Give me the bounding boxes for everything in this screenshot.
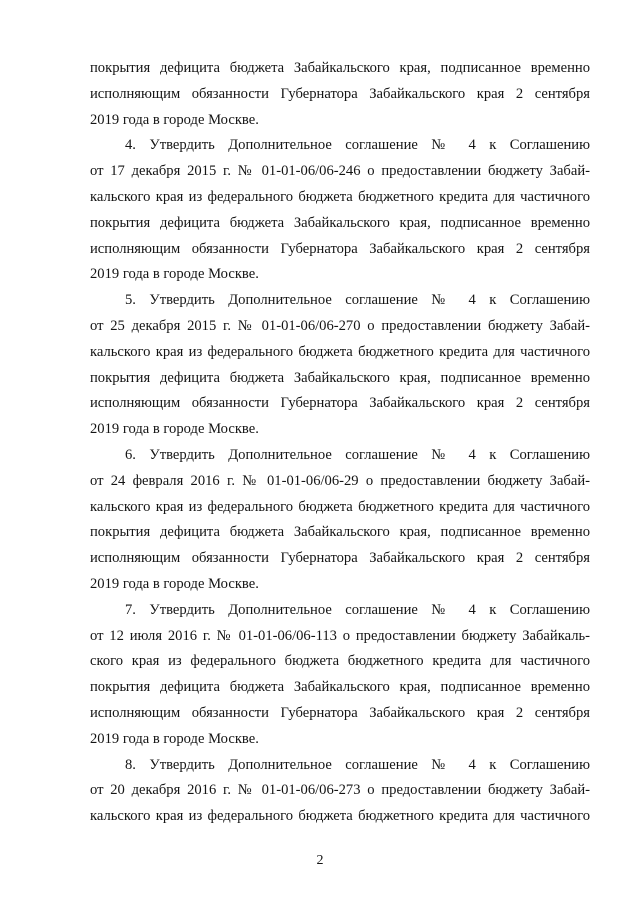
text-line: покрытия дефицита бюджета Забайкальского края, подписанное временно: [90, 524, 590, 541]
paragraph-4-heading: 4. Утвердить Дополнительное соглашение № 4 к Соглашению: [125, 137, 590, 154]
paragraph-7-heading: 7. Утвердить Дополнительное соглашение № 4 к Соглашению: [125, 601, 590, 618]
text-line: покрытия дефицита бюджета Забайкальского края, подписанное временно: [90, 369, 590, 386]
text-line: от 24 февраля 2016 г. № 01-01-06/06-29 о предоставлении бюджету Забай-: [90, 472, 590, 489]
text-line: 2019 года в городе Москве.: [90, 421, 259, 438]
paragraph-8-heading: 8. Утвердить Дополнительное соглашение № 4 к Соглашению: [125, 756, 590, 773]
text-line: 2019 года в городе Москве.: [90, 266, 259, 283]
paragraph-6-heading: 6. Утвердить Дополнительное соглашение № 4 к Соглашению: [125, 446, 590, 463]
text-line: кальского края из федерального бюджета бюджетного кредита для частичного: [90, 498, 590, 515]
text-line: исполняющим обязанности Губернатора Забайкальского края 2 сентября: [90, 704, 590, 721]
text-line: 2019 года в городе Москве.: [90, 575, 259, 592]
text-line: от 17 декабря 2015 г. № 01-01-06/06-246 о предоставлении бюджету Забай-: [90, 163, 590, 180]
text-line: ского края из федерального бюджета бюджетного кредита для частичного: [90, 653, 590, 670]
text-line: 2019 года в городе Москве.: [90, 111, 259, 128]
text-line: покрытия дефицита бюджета Забайкальского края, подписанное временно: [90, 60, 590, 76]
text-line: покрытия дефицита бюджета Забайкальского края, подписанное временно: [90, 214, 590, 231]
text-line: кальского края из федерального бюджета бюджетного кредита для частичного: [90, 808, 590, 825]
text-line: исполняющим обязанности Губернатора Забайкальского края 2 сентября: [90, 395, 590, 412]
text-line: покрытия дефицита бюджета Забайкальского края, подписанное временно: [90, 679, 590, 696]
text-line: кальского края из федерального бюджета бюджетного кредита для частичного: [90, 343, 590, 360]
text-line: от 25 декабря 2015 г. № 01-01-06/06-270 о предоставлении бюджету Забай-: [90, 317, 590, 334]
text-line: кальского края из федерального бюджета бюджетного кредита для частичного: [90, 188, 590, 205]
paragraph-5-heading: 5. Утвердить Дополнительное соглашение № 4 к Соглашению: [125, 292, 590, 309]
page-number: 2: [316, 853, 324, 868]
text-line: от 20 декабря 2016 г. № 01-01-06/06-273 о предоставлении бюджету Забай-: [90, 782, 590, 799]
text-line: исполняющим обязанности Губернатора Забайкальского края 2 сентября: [90, 240, 590, 257]
text-line: исполняющим обязанности Губернатора Забайкальского края 2 сентября: [90, 550, 590, 567]
text-line: 2019 года в городе Москве.: [90, 730, 259, 747]
body-text: [90, 56, 590, 830]
text-line: исполняющим обязанности Губернатора Забайкальского края 2 сентября: [90, 85, 590, 102]
text-line: от 12 июля 2016 г. № 01-01-06/06-113 о предоставлении бюджету Забайкаль-: [90, 627, 590, 644]
